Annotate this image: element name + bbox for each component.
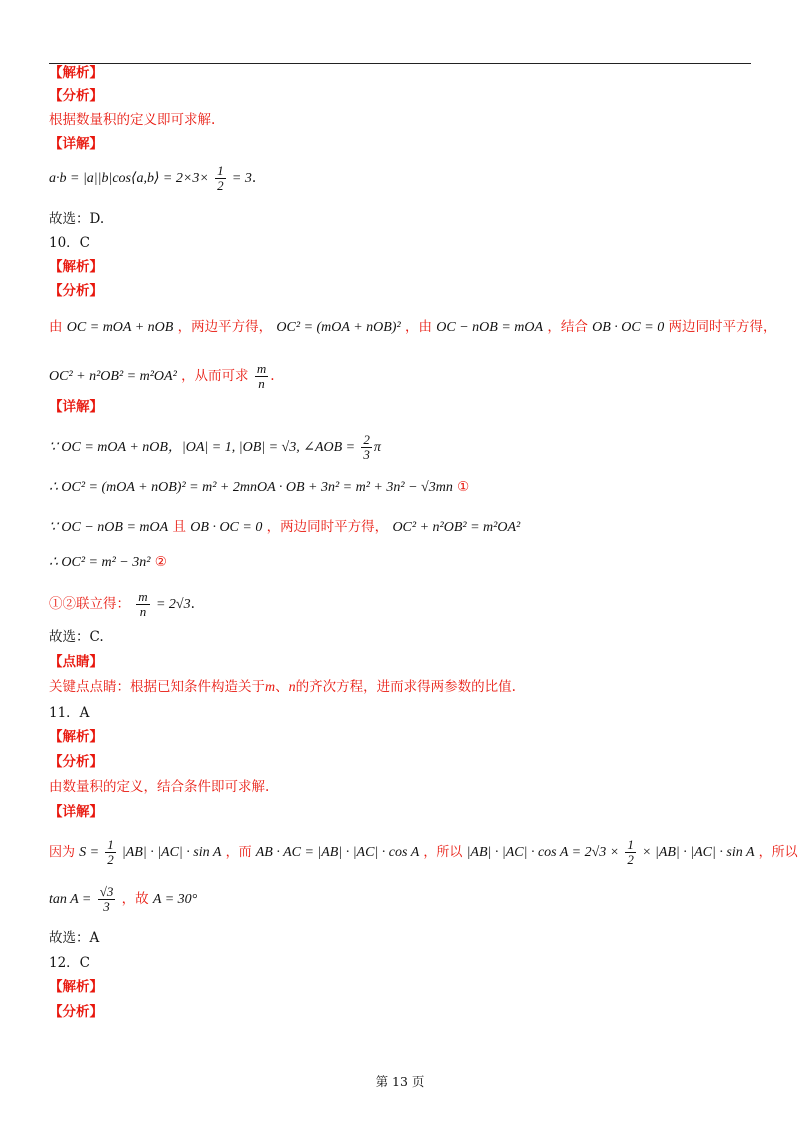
answer-line: 故选：C. [49,629,104,645]
question-number: 12．C [49,955,91,971]
fraction: $\frac{√3}{3}$ [99,884,114,914]
formula: a·b = |a||b|cos⟨a,b⟩ = 2×3× [49,171,209,186]
section-label-xiangjie: 【详解】 [49,136,103,152]
fraction: $\frac{m}{n}$ [138,589,148,619]
section-label-fenxi: 【分析】 [49,754,103,770]
key-point-line: 关键点点睛：根据已知条件构造关于m、n的齐次方程，进而求得两参数的比值. [49,679,516,695]
formula: OB · OC = 0 [190,520,263,535]
question-number: 11．A [49,705,90,721]
solution-line: ∵ OC − nOB = mOA 且 OB · OC = 0 ，两边同时平方得， OC² + n²OB² = m²OA² [49,519,521,535]
fraction: $\frac{1}{2}$ [107,837,114,867]
section-label-jiexi: 【解析】 [49,65,103,81]
formula: OC − nOB = mOA [436,320,544,335]
formula: = 2√3 [155,597,191,612]
page-footer: 第 13 页 [375,1074,425,1089]
section-label-fenxi: 【分析】 [49,283,103,299]
formula: |AB| · |AC| · sin A [121,845,222,860]
answer-line: 故选：A [49,930,100,946]
circled-marker: ② [154,554,167,570]
formula: ∴ OC² = (mOA + nOB)² = m² + 2mnOA · OB + 3n² = m² + 3n² − √3mn [49,480,453,495]
circled-marker: ① [457,479,470,495]
fraction: $\frac{1}{2}$ [217,163,224,193]
solution-line [49,553,167,572]
top-rule [49,63,751,64]
formula: OB · OC = 0 [592,320,665,335]
fraction: $\frac{1}{2}$ [627,837,634,867]
section-label-jiexi: 【解析】 [49,729,103,745]
formula: × |AB| · |AC| · sin A [642,845,755,860]
section-label-xiangjie: 【详解】 [49,804,103,820]
formula: S = [79,845,100,860]
formula: AB · AC = |AB| · |AC| · cos A [255,845,420,860]
question-number: 10．C [49,235,91,251]
analysis-line: 由 OC = mOA + nOB ，两边平方得， OC² = (mOA + nOB)² ，由 OC − nOB = mOA ，结合 OB · OC = 0 两边同时平方得， [49,319,777,335]
formula: OC² + n²OB² = m²OA² [49,369,177,384]
formula: tan A = [49,892,92,907]
section-label-dianjing: 【点睛】 [49,654,103,670]
formula: ∴ OC² = m² − 3n² [49,555,151,570]
formula: OC = mOA + nOB [66,320,174,335]
formula: |AB| · |AC| · cos A = 2√3 × [466,845,620,860]
formula: OC² + n²OB² = m²OA² [392,520,521,535]
section-label-fenxi: 【分析】 [49,1004,103,1020]
formula: OC² = (mOA + nOB)² [276,320,401,335]
section-label-jiexi: 【解析】 [49,979,103,995]
answer-line: 故选：D. [49,211,105,227]
formula: ∵ OC − nOB = mOA [49,520,169,535]
solution-line: ∵ OC = mOA + nOB，|OA| = 1, |OB| = √3, ∠AOB = $\frac{2}{3}$ π [49,432,381,462]
formula-line: a·b = |a||b|cos⟨a,b⟩ = 2×3× $\frac{1}{2}$ = 3. [49,163,257,193]
analysis-text: 根据数量积的定义即可求解. [49,112,216,128]
analysis-line: OC² + n²OB² = m²OA² ，从而可求 $\frac{m}{n}$ . [49,361,275,391]
formula: ∵ OC = mOA + nOB，|OA| = 1, |OB| = √3, ∠AOB = [49,440,356,455]
section-label-jiexi: 【解析】 [49,259,103,275]
solution-line: tan A = $\frac{√3}{3}$ ，故 A = 30° [49,884,198,914]
fraction: $\frac{m}{n}$ [256,361,267,391]
section-label-xiangjie: 【详解】 [49,399,103,415]
solution-line: ①②联立得： $\frac{m}{n}$ = 2√3. [49,589,195,619]
fraction: $\frac{2}{3}$ [363,432,370,462]
solution-line: 因为 S = $\frac{1}{2}$ |AB| · |AC| · sin A ，而 AB · AC = |AB| · |AC| · cos A ，所以 |AB| · |AC| · cos A = 2√3 × $\frac{1}{2}$ × |AB| · |AC| · sin A ，所以 [49,837,798,867]
solution-line [49,478,469,497]
section-label-fenxi: 【分析】 [49,88,103,104]
formula: = 3 [231,171,252,186]
analysis-text: 由数量积的定义，结合条件即可求解. [49,779,270,795]
formula: A = 30° [152,892,198,907]
